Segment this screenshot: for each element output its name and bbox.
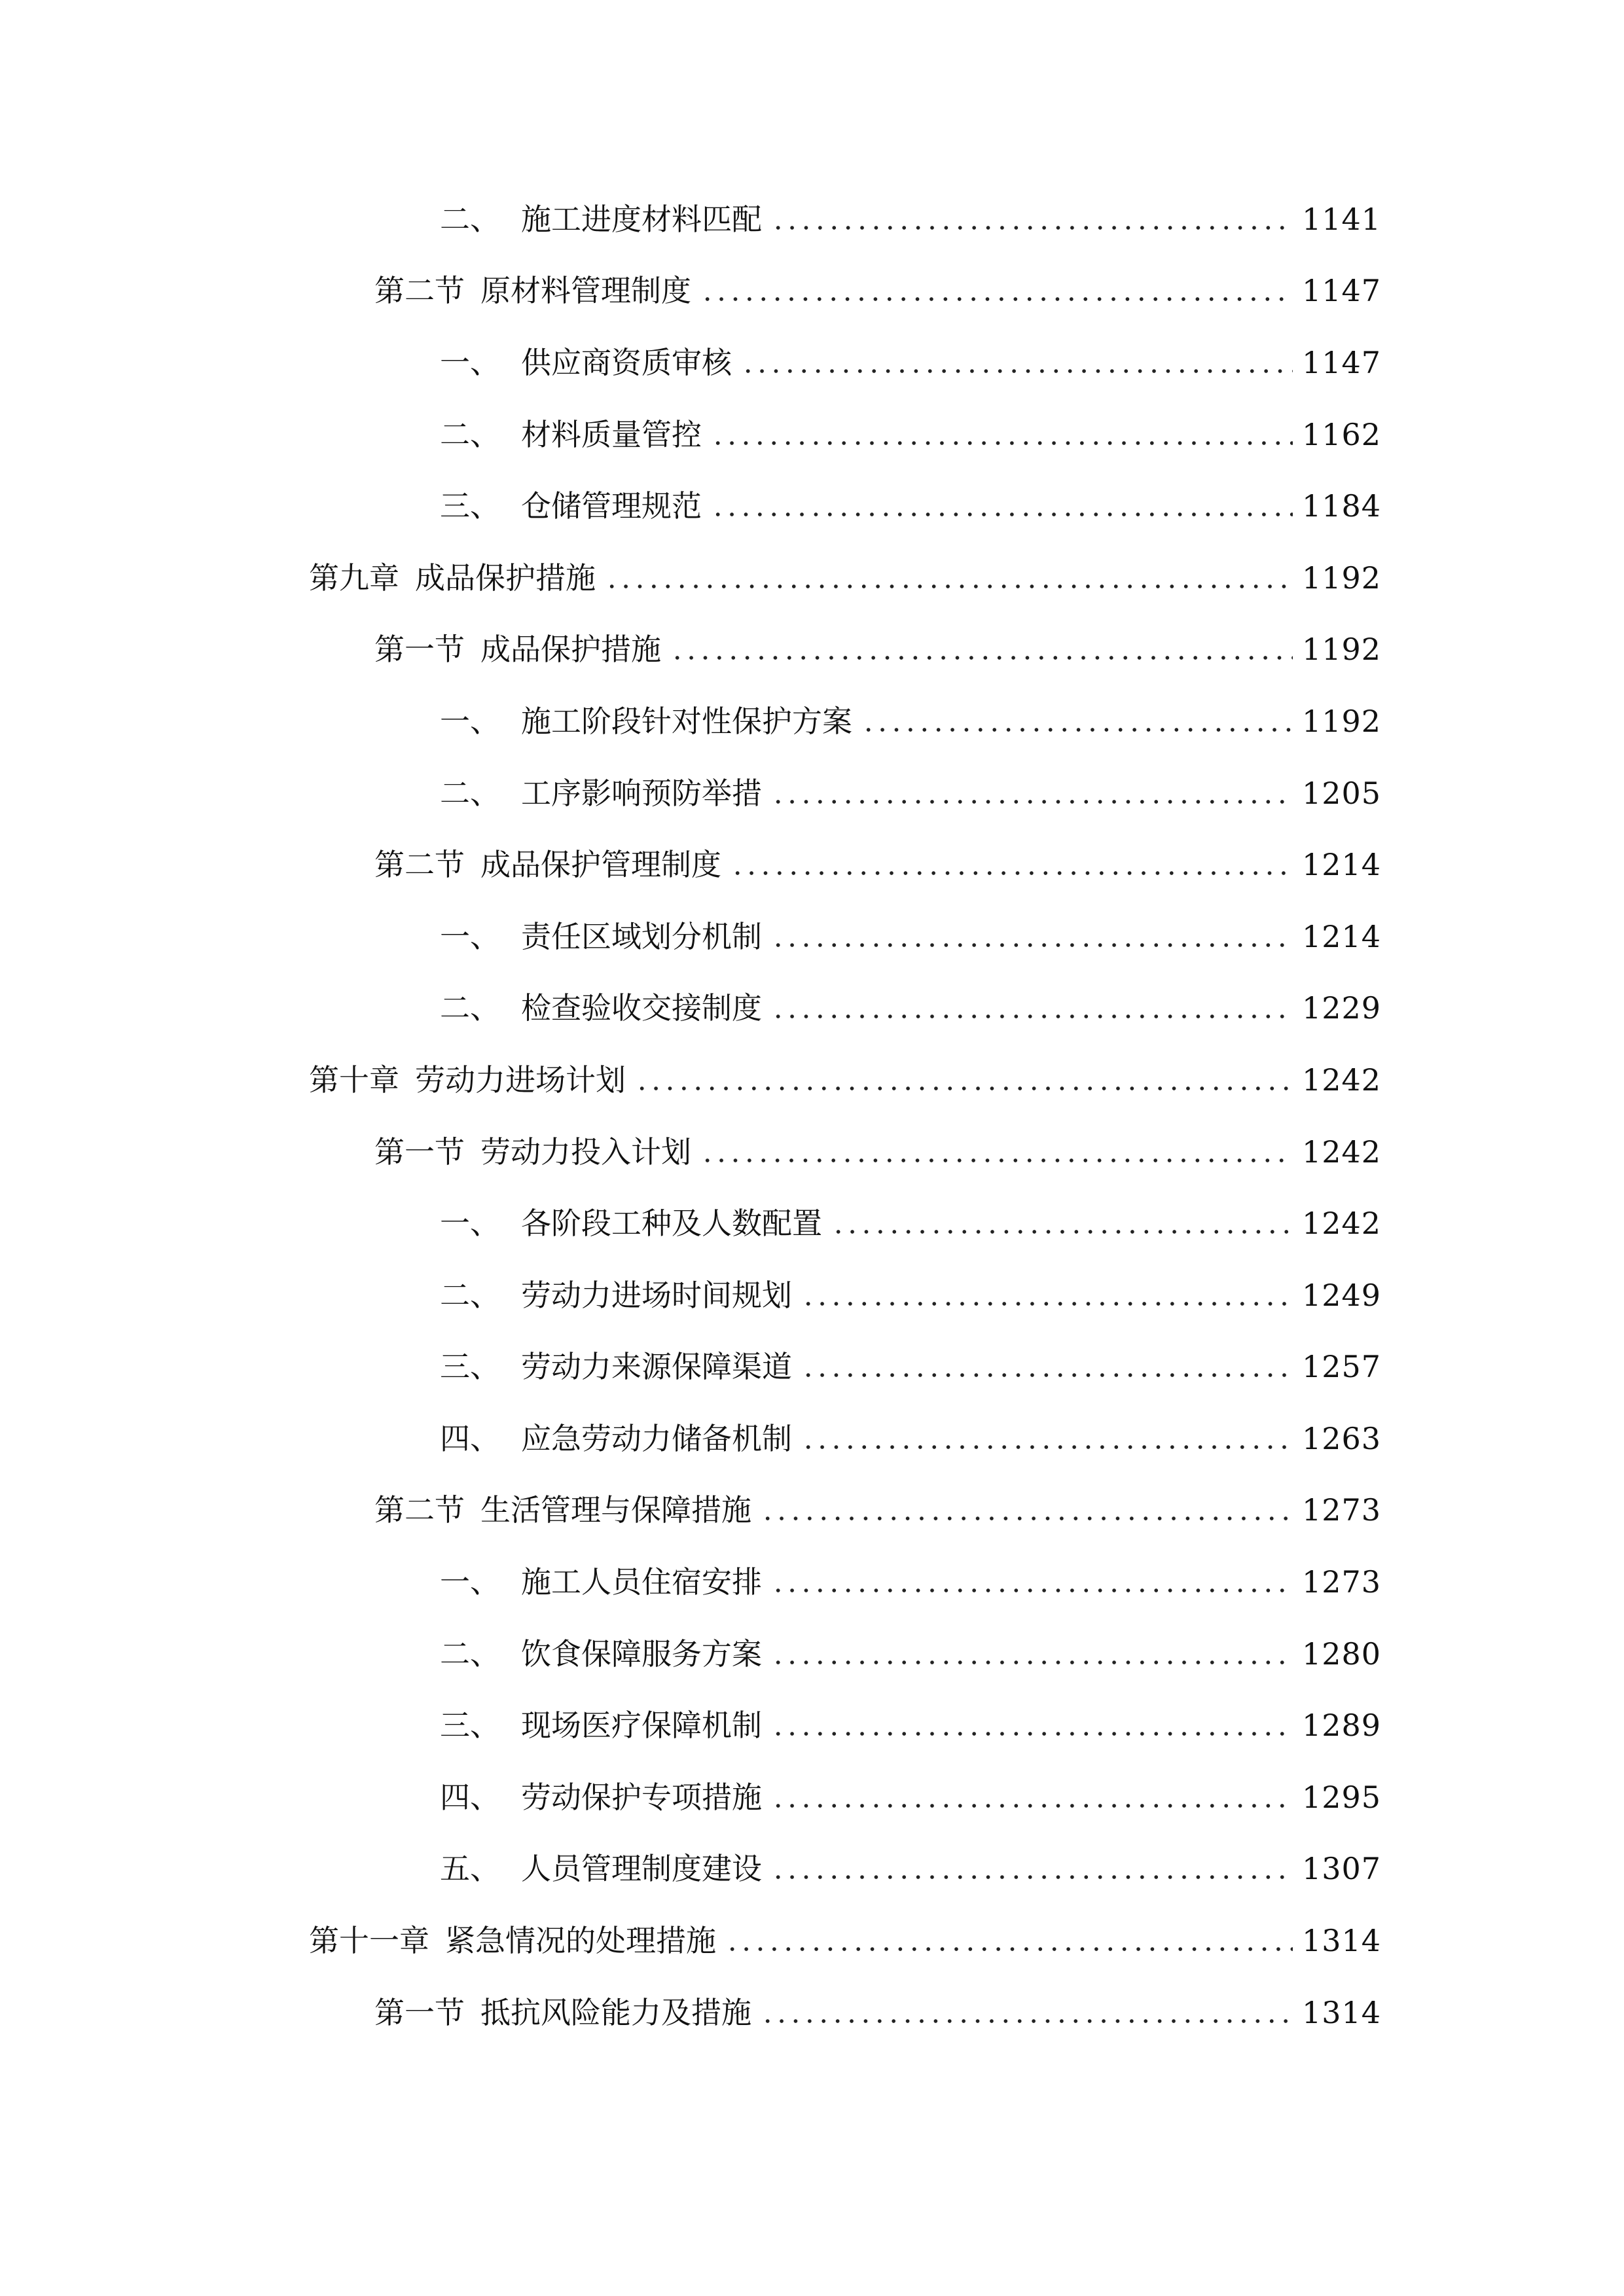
toc-entry-page-number: 1242 <box>1302 1134 1382 1170</box>
toc-dot-leader <box>725 1946 1293 1952</box>
toc-entry-section[interactable] <box>0 829 1624 901</box>
toc-entry-page-number: 1263 <box>1302 1420 1382 1456</box>
toc-entry-page-number: 1307 <box>1302 1851 1382 1887</box>
toc-entry-number: 一、 <box>440 918 500 954</box>
toc-entry-page-number: 1192 <box>1302 703 1382 739</box>
toc-entry-number: 一、 <box>440 344 500 380</box>
toc-entry-page-number: 1147 <box>1302 273 1382 309</box>
toc-entry-title: 工序影响预防举措 <box>521 775 762 811</box>
toc-entry-page-number: 1192 <box>1302 560 1382 596</box>
toc-entry-title: 成品保护措施 <box>415 560 596 596</box>
toc-entry-section[interactable] <box>0 614 1624 686</box>
toc-entry-page-number: 1289 <box>1302 1708 1382 1744</box>
toc-entry-number: 第二节 <box>374 273 465 309</box>
toc-dot-leader <box>761 1516 1293 1521</box>
toc-entry-page-number: 1141 <box>1302 201 1382 237</box>
toc-dot-leader <box>771 1803 1293 1808</box>
toc-entry-title: 现场医疗保障机制 <box>521 1708 762 1744</box>
toc-entry-number: 第十一章 <box>309 1923 429 1959</box>
toc-entry-subsection[interactable] <box>0 1187 1624 1259</box>
toc-entry-number: 五、 <box>440 1851 500 1887</box>
toc-entry-chapter[interactable] <box>0 1044 1624 1116</box>
toc-entry-page-number: 1295 <box>1302 1779 1382 1815</box>
toc-entry-section[interactable] <box>0 255 1624 327</box>
toc-entry-number: 第十章 <box>309 1062 399 1098</box>
toc-entry-number: 二、 <box>440 416 500 452</box>
toc-entry-title: 饮食保障服务方案 <box>521 1636 762 1672</box>
toc-entry-number: 第二节 <box>374 847 465 883</box>
toc-entry-title: 成品保护管理制度 <box>480 847 721 883</box>
toc-entry-subsection[interactable] <box>0 327 1624 399</box>
toc-dot-leader <box>771 225 1293 230</box>
toc-entry-page-number: 1273 <box>1302 1564 1382 1600</box>
toc-entry-page-number: 1257 <box>1302 1349 1382 1385</box>
toc-dot-leader <box>635 1086 1293 1091</box>
toc-entry-page-number: 1314 <box>1302 1923 1382 1959</box>
toc-entry-subsection[interactable] <box>0 973 1624 1045</box>
toc-dot-leader <box>771 1014 1293 1019</box>
toc-entry-title: 劳动力进场计划 <box>415 1062 626 1098</box>
toc-entry-title: 人员管理制度建设 <box>521 1851 762 1887</box>
toc-dot-leader <box>761 2018 1293 2024</box>
toc-entry-number: 一、 <box>440 1206 500 1242</box>
toc-entry-number: 一、 <box>440 1564 500 1600</box>
toc-entry-number: 四、 <box>440 1420 500 1456</box>
toc-entry-number: 四、 <box>440 1779 500 1815</box>
toc-entry-title: 施工人员住宿安排 <box>521 1564 762 1600</box>
toc-entry-number: 三、 <box>440 488 500 524</box>
toc-entry-title: 原材料管理制度 <box>480 273 691 309</box>
toc-entry-number: 第九章 <box>309 560 399 596</box>
toc-entry-title: 检查验收交接制度 <box>521 990 762 1026</box>
toc-entry-page-number: 1229 <box>1302 990 1382 1026</box>
toc-entry-number: 第一节 <box>374 632 465 668</box>
toc-entry-title: 劳动力进场时间规划 <box>521 1277 792 1313</box>
toc-entry-number: 一、 <box>440 703 500 739</box>
toc-entry-title: 供应商资质审核 <box>521 344 732 380</box>
toc-entry-title: 仓储管理规范 <box>521 488 702 524</box>
toc-entry-page-number: 1192 <box>1302 632 1382 668</box>
toc-entry-subsection[interactable] <box>0 1259 1624 1331</box>
toc-entry-title: 生活管理与保障措施 <box>480 1492 751 1528</box>
toc-entry-title: 劳动保护专项措施 <box>521 1779 762 1815</box>
toc-entry-page-number: 1214 <box>1302 847 1382 883</box>
toc-entry-chapter[interactable] <box>0 542 1624 614</box>
toc-entry-page-number: 1314 <box>1302 1994 1382 2030</box>
toc-dot-leader <box>741 368 1293 374</box>
toc-dot-leader <box>801 1444 1293 1450</box>
toc-dot-leader <box>771 1874 1293 1880</box>
toc-dot-leader <box>700 296 1293 302</box>
toc-entry-number: 第一节 <box>374 1994 465 2030</box>
toc-entry-page-number: 1147 <box>1302 344 1382 380</box>
toc-dot-leader <box>771 1731 1293 1736</box>
toc-dot-leader <box>605 584 1293 589</box>
toc-dot-leader <box>801 1301 1293 1306</box>
toc-entry-subsection[interactable] <box>0 757 1624 829</box>
toc-dot-leader <box>670 655 1293 660</box>
toc-entry-section[interactable] <box>0 1475 1624 1547</box>
toc-entry-page-number: 1280 <box>1302 1636 1382 1672</box>
toc-entry-subsection[interactable] <box>0 1618 1624 1690</box>
toc-entry-subsection[interactable] <box>0 470 1624 542</box>
toc-entry-section[interactable] <box>0 1977 1624 2049</box>
toc-entry-title: 成品保护措施 <box>480 632 661 668</box>
toc-dot-leader <box>771 942 1293 948</box>
toc-dot-leader <box>771 1660 1293 1665</box>
toc-entry-page-number: 1249 <box>1302 1277 1382 1313</box>
toc-entry-number: 二、 <box>440 775 500 811</box>
toc-entry-chapter[interactable] <box>0 1905 1624 1977</box>
toc-entry-number: 二、 <box>440 990 500 1026</box>
toc-entry-page-number: 1242 <box>1302 1062 1382 1098</box>
toc-entry-title: 各阶段工种及人数配置 <box>521 1206 822 1242</box>
toc-entry-title: 劳动力来源保障渠道 <box>521 1349 792 1385</box>
toc-dot-leader <box>771 799 1293 804</box>
toc-entry-subsection[interactable] <box>0 1331 1624 1403</box>
toc-entry-subsection[interactable] <box>0 685 1624 757</box>
toc-entry-number: 第二节 <box>374 1492 465 1528</box>
toc-entry-number: 第一节 <box>374 1134 465 1170</box>
toc-entry-number: 二、 <box>440 1636 500 1672</box>
toc-entry-subsection[interactable] <box>0 901 1624 973</box>
toc-entry-subsection[interactable] <box>0 1761 1624 1833</box>
table-of-contents <box>0 183 1624 2048</box>
toc-entry-number: 二、 <box>440 1277 500 1313</box>
toc-entry-subsection[interactable] <box>0 399 1624 471</box>
toc-entry-title: 施工阶段针对性保护方案 <box>521 703 852 739</box>
toc-dot-leader <box>700 1158 1293 1163</box>
toc-entry-number: 二、 <box>440 201 500 237</box>
toc-entry-subsection[interactable] <box>0 1403 1624 1475</box>
toc-entry-subsection[interactable] <box>0 183 1624 255</box>
toc-entry-page-number: 1242 <box>1302 1206 1382 1242</box>
toc-entry-subsection[interactable] <box>0 1833 1624 1905</box>
toc-entry-title: 紧急情况的处理措施 <box>445 1923 716 1959</box>
toc-entry-page-number: 1184 <box>1302 488 1382 524</box>
toc-entry-title: 责任区域划分机制 <box>521 918 762 954</box>
toc-entry-title: 施工进度材料匹配 <box>521 201 762 237</box>
toc-entry-number: 三、 <box>440 1708 500 1744</box>
toc-entry-title: 应急劳动力储备机制 <box>521 1420 792 1456</box>
toc-dot-leader <box>861 727 1293 732</box>
toc-entry-title: 材料质量管控 <box>521 416 702 452</box>
toc-dot-leader <box>731 870 1293 876</box>
toc-entry-title: 劳动力投入计划 <box>480 1134 691 1170</box>
toc-dot-leader <box>711 440 1293 446</box>
toc-entry-subsection[interactable] <box>0 1689 1624 1761</box>
toc-entry-page-number: 1162 <box>1302 416 1382 452</box>
toc-entry-section[interactable] <box>0 1116 1624 1188</box>
toc-entry-page-number: 1205 <box>1302 775 1382 811</box>
toc-entry-title: 抵抗风险能力及措施 <box>480 1994 751 2030</box>
toc-entry-page-number: 1273 <box>1302 1492 1382 1528</box>
toc-dot-leader <box>831 1229 1293 1234</box>
toc-dot-leader <box>771 1588 1293 1593</box>
toc-entry-number: 三、 <box>440 1349 500 1385</box>
toc-entry-subsection[interactable] <box>0 1546 1624 1618</box>
toc-entry-page-number: 1214 <box>1302 918 1382 954</box>
toc-dot-leader <box>801 1372 1293 1378</box>
toc-dot-leader <box>711 512 1293 517</box>
